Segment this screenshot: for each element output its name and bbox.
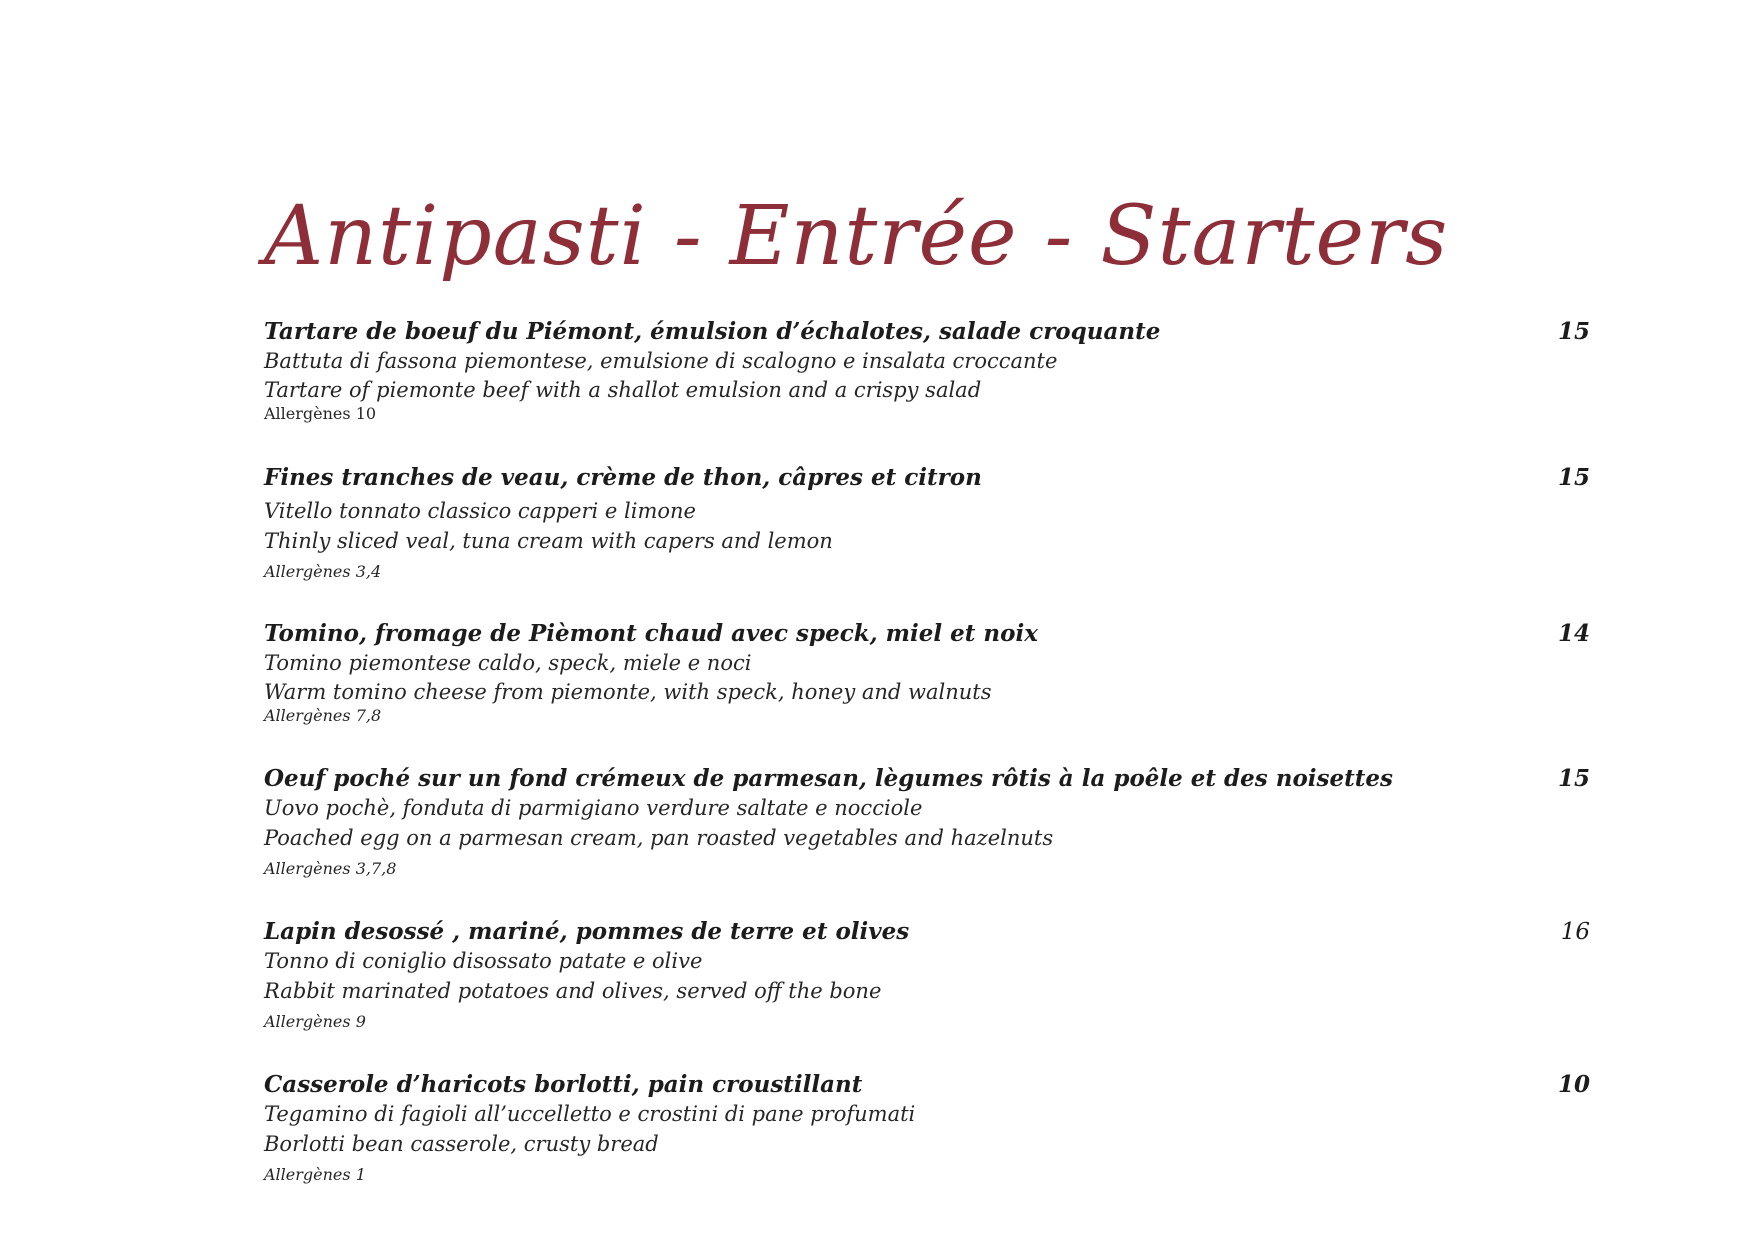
menu-item — [264, 918, 1584, 1032]
item-name-fr: Fines tranches de veau, crème de thon, câpres et citron — [264, 464, 982, 491]
menu-item — [264, 765, 1584, 879]
item-name-en: Borlotti bean casserole, crusty bread — [264, 1132, 659, 1156]
item-name-it: Battuta di fassona piemontese, emulsione di scalogno e insalata croccante — [264, 349, 1058, 373]
item-name-en: Rabbit marinated potatoes and olives, served off the bone — [264, 979, 882, 1003]
item-price: 15 — [1557, 318, 1590, 345]
item-name-it: Vitello tonnato classico capperi e limone — [264, 499, 696, 523]
item-allergens: Allergènes 1 — [264, 1165, 366, 1184]
item-price: 15 — [1557, 464, 1590, 491]
item-name-fr: Oeuf poché sur un fond crémeux de parmesan, lègumes rôtis à la poêle et des noisettes — [264, 765, 1393, 792]
menu-item — [264, 464, 1584, 582]
item-price: 10 — [1557, 1071, 1590, 1098]
item-allergens: Allergènes 7,8 — [264, 706, 382, 725]
item-name-en: Warm tomino cheese from piemonte, with speck, honey and walnuts — [264, 680, 992, 704]
page-title: Antipasti - Entrée - Starters — [264, 189, 1449, 284]
item-name-en: Thinly sliced veal, tuna cream with capers and lemon — [264, 529, 833, 553]
item-name-fr: Tomino, fromage de Pièmont chaud avec speck, miel et noix — [264, 620, 1038, 647]
item-allergens: Allergènes 3,4 — [264, 562, 382, 581]
item-name-it: Tonno di coniglio disossato patate e olive — [264, 949, 703, 973]
item-allergens: Allergènes 9 — [264, 1012, 366, 1031]
item-name-fr: Casserole d’haricots borlotti, pain croustillant — [264, 1071, 863, 1098]
menu-item — [264, 620, 1584, 726]
item-name-it: Tomino piemontese caldo, speck, miele e noci — [264, 651, 752, 675]
item-name-it: Uovo pochè, fonduta di parmigiano verdure saltate e nocciole — [264, 796, 923, 820]
item-allergens: Allergènes 10 — [264, 404, 377, 423]
item-name-en: Tartare of piemonte beef with a shallot emulsion and a crispy salad — [264, 378, 982, 402]
item-allergens: Allergènes 3,7,8 — [264, 859, 397, 878]
item-name-fr: Tartare de boeuf du Piémont, émulsion d’échalotes, salade croquante — [264, 318, 1161, 345]
item-name-it: Tegamino di fagioli all’uccelletto e crostini di pane profumati — [264, 1102, 916, 1126]
menu-item — [264, 1071, 1584, 1185]
item-name-fr: Lapin desossé , mariné, pommes de terre et olives — [264, 918, 910, 945]
item-name-en: Poached egg on a parmesan cream, pan roasted vegetables and hazelnuts — [264, 826, 1054, 850]
menu-item — [264, 318, 1584, 424]
item-price: 16 — [1560, 919, 1590, 945]
item-price: 14 — [1557, 620, 1590, 647]
item-price: 15 — [1557, 765, 1590, 792]
